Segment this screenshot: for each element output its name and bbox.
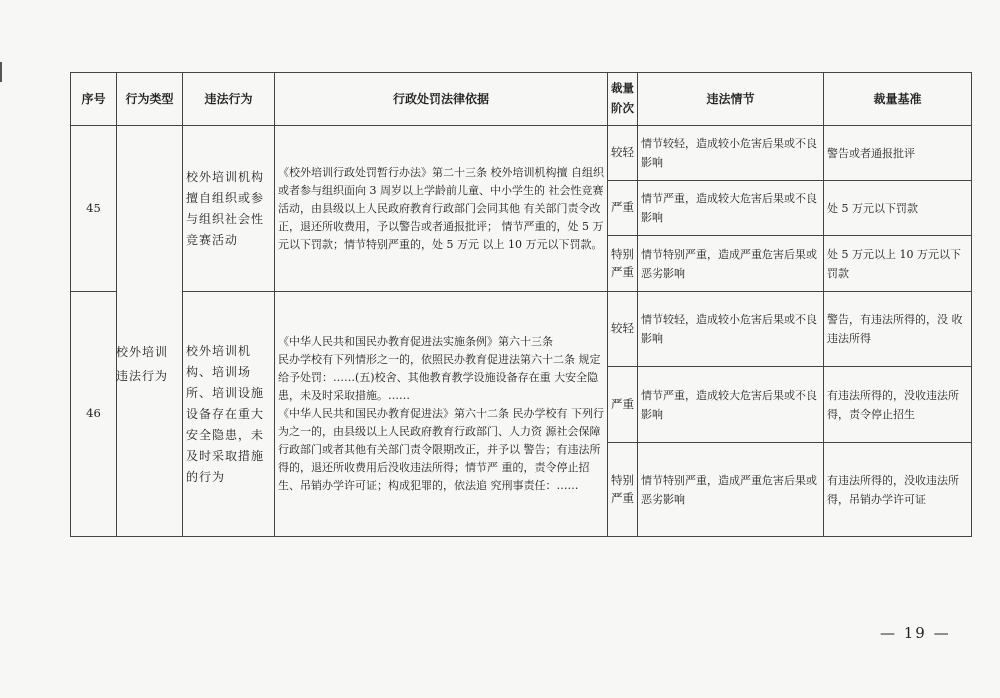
row-46-act: 校外培训机构、培训场所、培训设施设备存在重大安全隐患，未及时采取措施的行为 <box>183 292 275 537</box>
row-46-circ-serious: 情节严重，造成较大危害后果或不良影响 <box>638 367 824 443</box>
row-45-circ-serious: 情节严重，造成较大危害后果或不良影响 <box>638 181 824 236</box>
header-level: 裁量阶次 <box>608 73 638 126</box>
header-circumstance: 违法情节 <box>638 73 824 126</box>
row-45-level-severe: 特别严重 <box>608 236 638 292</box>
row-45-number: 45 <box>71 126 117 292</box>
row-45-std-severe: 处 5 万元以上 10 万元以下 罚款 <box>824 236 972 292</box>
row-46-basis <box>275 292 608 537</box>
scan-edge-mark <box>0 62 2 82</box>
page-number: — 19 — <box>880 624 951 642</box>
header-row <box>71 73 972 126</box>
header-type: 行为类型 <box>117 73 183 126</box>
table-row <box>71 126 972 181</box>
row-46-basis-clause: 民办学校有下列情形之一的，依照民办教育促进法第六十二条 规定给予处罚：……(五)校舍、其他教育教学设施设备存在重 大安全隐患，未及时采取措施。…… <box>278 353 601 402</box>
row-46-basis-title: 《中华人民共和国民办教育促进法实施条例》第六十三条 <box>278 335 553 348</box>
row-46-std-serious: 有违法所得的，没收违法所得，责令停止招生 <box>824 367 972 443</box>
row-46-level-light: 较轻 <box>608 292 638 367</box>
row-45-circ-severe: 情节特别严重，造成严重危害后果或恶劣影响 <box>638 236 824 292</box>
header-no: 序号 <box>71 73 117 126</box>
category-label: 校外培训违法行为 <box>116 345 169 383</box>
row-46-level-serious: 严重 <box>608 367 638 443</box>
row-45-std-serious: 处 5 万元以下罚款 <box>824 181 972 236</box>
row-46-std-light: 警告，有违法所得的，没 收违法所得 <box>824 292 972 367</box>
row-45-std-light: 警告或者通报批评 <box>824 126 972 181</box>
row-46-level-severe: 特别严重 <box>608 443 638 537</box>
row-45-basis-text: 《校外培训行政处罚暂行办法》第二十三条 校外培训机构擅 自组织或者参与组织面向 3 周岁以上学龄前儿童、中小学生的 社会性竞赛活动，由县级以上人民政府教育行政部门会同其他 有关部门责令改正，退还所收费用，予以警告或者通报批评； 情节严重的，处 5 万元以下罚款；情节特别严重的，处 5 万元 以上 10 万元以下罚款。 <box>278 165 604 251</box>
row-45-level-serious: 严重 <box>608 181 638 236</box>
row-46-basis-law: 《中华人民共和国民办教育促进法》第六十二条 民办学校有 下列行为之一的，由县级以上人民政府教育行政部门、人力资 源社会保障行政部门或者其他有关部门责令限期改正，并予以 警告；有违法所得的，退还所收费用后没收违法所得；情节严 重的，责令停止招生、吊销办学许可证；构成犯罪的，依法追 究刑事责任：…… <box>278 407 604 492</box>
header-act: 违法行为 <box>183 73 275 126</box>
row-45-circ-light: 情节较轻，造成较小危害后果或不良影响 <box>638 126 824 181</box>
row-46-circ-severe: 情节特别严重，造成严重危害后果或恶劣影响 <box>638 443 824 537</box>
row-45-basis <box>275 126 608 292</box>
table-row <box>71 292 972 367</box>
row-45-level-light: 较轻 <box>608 126 638 181</box>
row-46-number: 46 <box>71 292 117 537</box>
row-46-circ-light: 情节较轻，造成较小危害后果或不良影响 <box>638 292 824 367</box>
header-standard: 裁量基准 <box>824 73 972 126</box>
header-basis: 行政处罚法律依据 <box>275 73 608 126</box>
row-45-type-cell <box>117 126 183 537</box>
row-46-std-severe: 有违法所得的，没收违法所得，吊销办学许可证 <box>824 443 972 537</box>
row-45-act: 校外培训机构擅自组织或参与组织社会性竞赛活动 <box>183 126 275 292</box>
penalty-table <box>70 72 972 537</box>
